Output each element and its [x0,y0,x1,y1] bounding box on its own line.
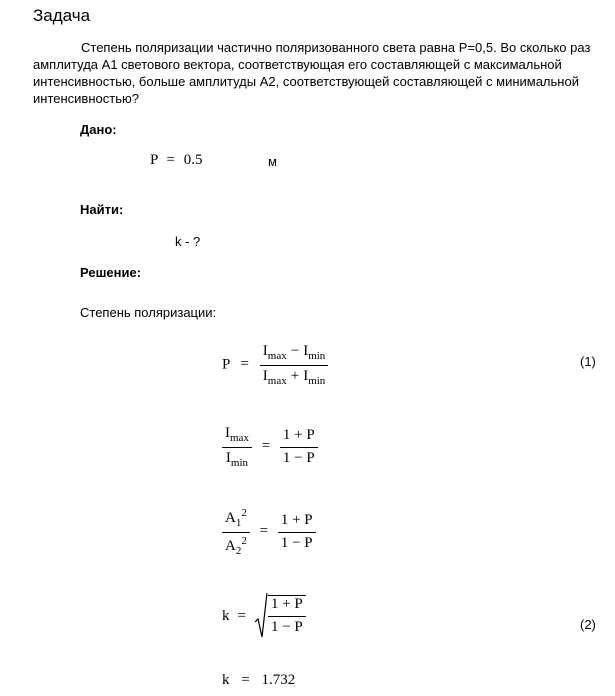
equation-2 [222,425,318,469]
problem-text [33,39,598,107]
given-eq-sign: = [166,152,176,168]
eq1-denominator: $I_{max} + I_{min}$ [262,368,326,387]
solution-heading: Решение: [80,265,142,280]
eq1-eq-sign: = [240,356,250,373]
given-lhs: P [150,152,158,168]
eq3-eq-sign: = [259,523,269,540]
eq1-number: (1) [580,354,596,369]
result-value: 1.732 [261,672,296,688]
eq4-eq-sign: = [237,607,246,624]
given-heading: Дано: [80,122,117,137]
eq2-eq-sign: = [261,438,271,455]
eq3-lhs-fraction: $\frac{A_1^2}{A_2^2}$ [222,507,250,557]
eq1-fraction-bar [260,365,329,366]
problem-text-content: Степень поляризации частично поляризованного света равна P=0,5. Во сколько раз амплитуда A1 светового вектора, соответствующая его составляющей с максимальной интенсивностью, больше амплитуды A2, соответствующей составляющей с минимальной интенсивностью? [33,40,591,106]
eq4-number: (2) [580,617,596,632]
eq1-lhs: P [222,356,230,373]
eq4-lhs: k [222,607,230,624]
given-equation [150,152,203,169]
page-title: Задача [33,6,91,25]
equation-1 [222,343,328,387]
eq2-rhs-fraction: $\frac{1 + P}{1 - P}$ [280,427,318,467]
equation-4 [222,592,306,640]
eq1-fraction [260,343,329,387]
equation-3 [222,507,316,557]
find-text: k - ? [175,234,201,249]
given-value: 0.5 [183,152,203,168]
eq1-numerator: $I_{max} - I_{min}$ [262,343,326,362]
result-lhs: k [222,672,230,688]
solution-intro: Степень поляризации: [80,305,217,320]
eq2-lhs-fraction: $\frac{I_{max}}{I_{min}}$ [222,425,252,469]
sqrt-sign-icon [254,592,268,640]
eq4-radicand-fraction: $\frac{1 + P}{1 - P}$ [268,595,306,636]
eq3-rhs-fraction: $\frac{1 + P}{1 - P}$ [278,512,316,552]
given-unit: м [268,154,277,169]
result-equation [222,672,295,689]
find-heading: Найти: [80,202,124,217]
result-eq-sign: = [241,672,250,688]
